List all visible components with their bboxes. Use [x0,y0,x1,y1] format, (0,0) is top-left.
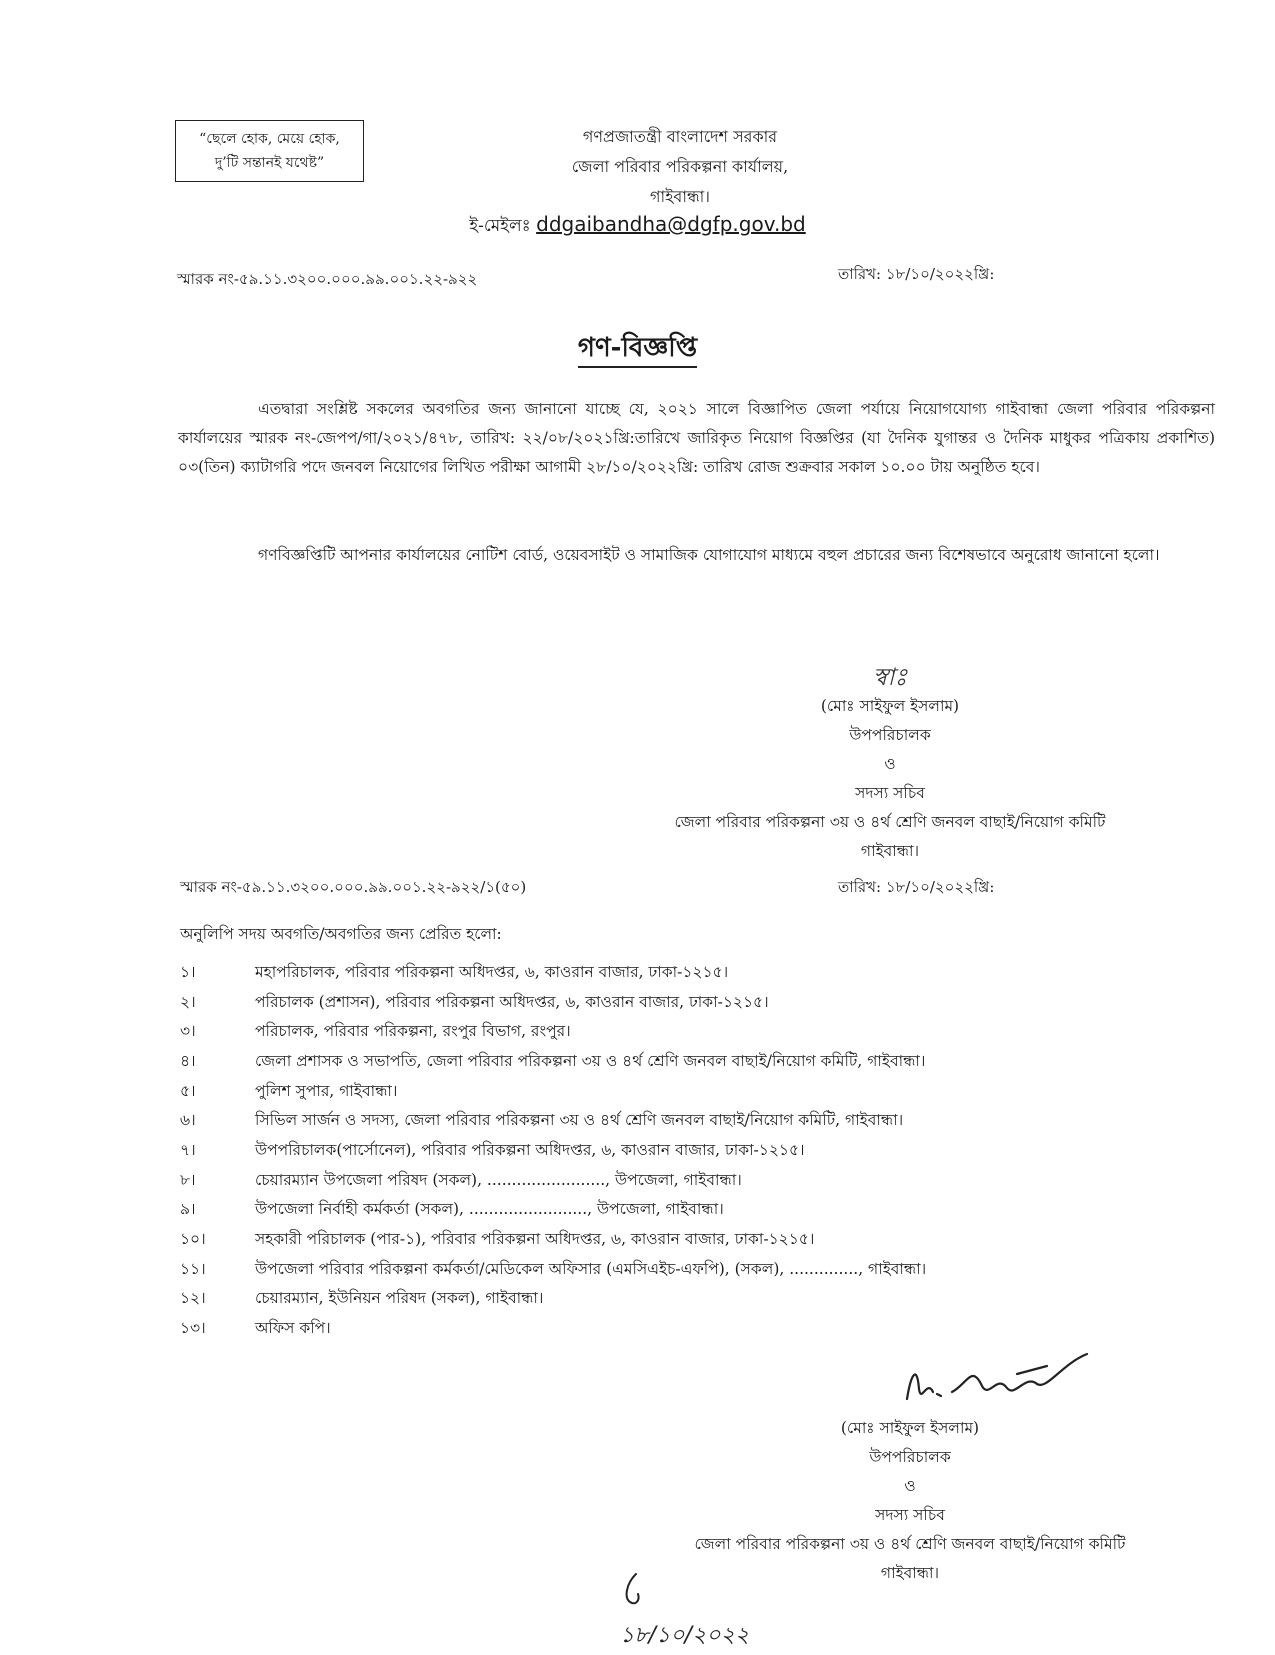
cc-list-item [180,988,1180,1018]
email-link[interactable]: ddgaibandha@dgfp.gov.bd [536,212,806,236]
cc-item-text: মহাপরিচালক, পরিবার পরিকল্পনা অধিদপ্তর, ৬, কাওরান বাজার, ঢাকা-১২১৫। [255,962,729,981]
signature-mark: স্বাঃ [872,663,908,691]
cc-list-item [180,1314,1180,1344]
cc-list-item [180,1106,1180,1136]
slogan-line-1: “ছেলে হোক, মেয়ে হোক, [199,131,340,147]
slogan-line-2: দু’টি সন্তানই যথেষ্ট” [214,155,325,171]
email-row [0,212,1275,241]
cc-memo-number: স্মারক নং-৫৯.১১.৩২০০.০০০.৯৯.০০১.২২-৯২২/১(৫০) [180,878,527,896]
cc-item-number: ৭। [180,1140,196,1159]
cc-item-text: পরিচালক (প্রশাসন), পরিবার পরিকল্পনা অধিদপ্তর, ৬, কাওরান বাজার, ঢাকা-১২১৫। [255,992,769,1011]
handwritten-date: ১৮/১০/২০২২ [620,1623,750,1648]
cc-item-text: উপজেলা পরিবার পরিকল্পনা কর্মকর্তা/মেডিকেল অফিসার (এমসিএইচ-এফপি), (সকল), .............., গাইবান্ধা। [255,1259,927,1278]
cc-item-text: সিভিল সার্জন ও সদস্য, জেলা পরিবার পরিকল্পনা ৩য় ও ৪র্থ শ্রেণি জনবল বাছাই/নিয়োগ কমিটি, গাইবান্ধা। [255,1111,904,1130]
cc-item-text: জেলা প্রশাসক ও সভাপতি, জেলা পরিবার পরিকল্পনা ৩য় ও ৪র্থ শ্রেণি জনবল বাছাই/নিয়োগ কমিটি, গাইবান্ধা। [255,1051,926,1070]
cc-item-text: চেয়ারম্যান উপজেলা পরিষদ (সকল), ........................, উপজেলা, গাইবান্ধা। [255,1170,742,1189]
signatory-title-2: সদস্য সচিব [855,784,925,802]
cc-list-item [180,1136,1180,1166]
cc-item-text: সহকারী পরিচালক (পার-১), পরিবার পরিকল্পনা অধিদপ্তর, ৬, কাওরান বাজার, ঢাকা-১২১৫। [255,1230,815,1249]
cc-list-item [180,1285,1180,1315]
signatory-place-2: গাইবান্ধা। [880,1564,940,1582]
signatory-name-2: (মোঃ সাইফুল ইসলাম) [840,1419,980,1437]
handwritten-signature [897,1344,1097,1414]
signatory-title-1-2: উপপরিচালক [869,1448,951,1466]
cc-list-item [180,1017,1180,1047]
header-office: জেলা পরিবার পরিকল্পনা কার্যালয়, [571,157,789,176]
cc-list-item [180,1166,1180,1196]
cc-list-item [180,1047,1180,1077]
cc-item-text: পুলিশ সুপার, গাইবান্ধা। [255,1081,398,1100]
cc-item-text: পরিচালক, পরিবার পরিকল্পনা, রংপুর বিভাগ, রংপুর। [255,1022,571,1041]
signature-block-1 [600,663,1180,866]
signatory-committee-2: জেলা পরিবার পরিকল্পনা ৩য় ও ৪র্থ শ্রেণি জনবল বাছাই/নিয়োগ কমিটি [694,1535,1126,1553]
cc-list-item [180,1255,1180,1285]
cc-item-number: ২। [180,992,196,1011]
cc-item-text: উপজেলা নির্বাহী কর্মকর্তা (সকল), ........................, উপজেলা, গাইবান্ধা। [255,1200,724,1219]
cc-item-number: ৬। [180,1111,196,1130]
cc-item-number: ১১। [180,1259,206,1278]
signatory-and-2: ও [904,1477,916,1495]
cc-list [180,958,1180,1344]
cc-title: অনুলিপি সদয় অবগতি/অবগতির জন্য প্রেরিত হলো: [180,925,502,943]
header-government: গণপ্রজাতন্ত্রী বাংলাদেশ সরকার [582,127,778,146]
signatory-name: (মোঃ সাইফুল ইসলাম) [820,697,960,715]
email-label: ই-মেইলঃ [469,216,531,236]
memo-number: স্মারক নং-৫৯.১১.৩২০০.০০০.৯৯.০০১.২২-৯২২ [177,270,478,288]
cc-item-number: ১০। [180,1230,206,1249]
signatory-and: ও [884,755,896,773]
cc-list-item [180,1225,1180,1255]
slogan-box [175,120,364,182]
cc-item-number: ৫। [180,1081,196,1100]
notice-paragraph-1: এতদ্বারা সংশ্লিষ্ট সকলের অবগতির জন্য জানানো যাচ্ছে যে, ২০২১ সালে বিজ্ঞাপিত জেলা পর্যায়ে নিয়োগযোগ্য গাইবান্ধা জেলা পরিবার পরিকল্পনা কার্যালয়ের স্মারক নং-জেপপ/গা/২০২১/৪৭৮, তারিখ: ২২/০৮/২০২১খ্রি:তারিখে জারিকৃত নিয়োগ বিজ্ঞপ্তির (যা দৈনিক যুগান্তর ও দৈনিক মাধুকর পত্রিকায় প্রকাশিত) ০৩(তিন) ক্যাটাগরি পদে জনবল নিয়োগের লিখিত পরীক্ষা আগামী ২৮/১০/২০২২খ্রি: তারিখ রোজ শুক্রবার সকাল ১০.০০ টায় অনুষ্ঠিত হবে। [178,400,1215,476]
signatory-title-1: উপপরিচালক [849,726,931,744]
office-header [470,122,890,212]
cc-memo-date: তারিখ: ১৮/১০/২০২২খ্রি: [838,878,995,896]
notice-paragraph-2: গণবিজ্ঞপ্তিটি আপনার কার্যালয়ের নোটিশ বোর্ড, ওয়েবসাইট ও সামাজিক যোগাযোগ মাধ্যমে বহুল প্রচারের জন্য বিশেষভাবে অনুরোধ জানানো হলো। [258,546,1160,564]
initial-mark [618,1570,648,1610]
cc-item-text: অফিস কপি। [255,1319,331,1338]
cc-item-text: চেয়ারম্যান, ইউনিয়ন পরিষদ (সকল), গাইবান্ধা। [255,1289,544,1308]
signature-block-2 [620,1414,1200,1588]
cc-item-text: উপপরিচালক(পার্সোনেল), পরিবার পরিকল্পনা অধিদপ্তর, ৬, কাওরান বাজার, ঢাকা-১২১৫। [255,1140,805,1159]
cc-item-number: ৮। [180,1170,196,1189]
cc-item-number: ৯। [180,1200,196,1219]
notice-title-text: গণ-বিজ্ঞপ্তি [578,333,697,368]
cc-item-number: ৪। [180,1051,196,1070]
header-district: গাইবান্ধা। [649,187,711,206]
cc-list-item [180,958,1180,988]
cc-list-item [180,1077,1180,1107]
cc-list-item [180,1196,1180,1226]
cc-item-number: ১৩। [180,1319,206,1338]
signatory-committee: জেলা পরিবার পরিকল্পনা ৩য় ও ৪র্থ শ্রেণি জনবল বাছাই/নিয়োগ কমিটি [674,813,1106,831]
cc-item-number: ১২। [180,1289,206,1308]
signatory-place: গাইবান্ধা। [860,842,920,860]
signatory-title-2-2: সদস্য সচিব [875,1506,945,1524]
memo-date: তারিখ: ১৮/১০/২০২২খ্রি: [838,265,995,283]
cc-item-number: ১। [180,962,196,981]
cc-item-number: ৩। [180,1022,196,1041]
notice-title [0,327,1275,371]
